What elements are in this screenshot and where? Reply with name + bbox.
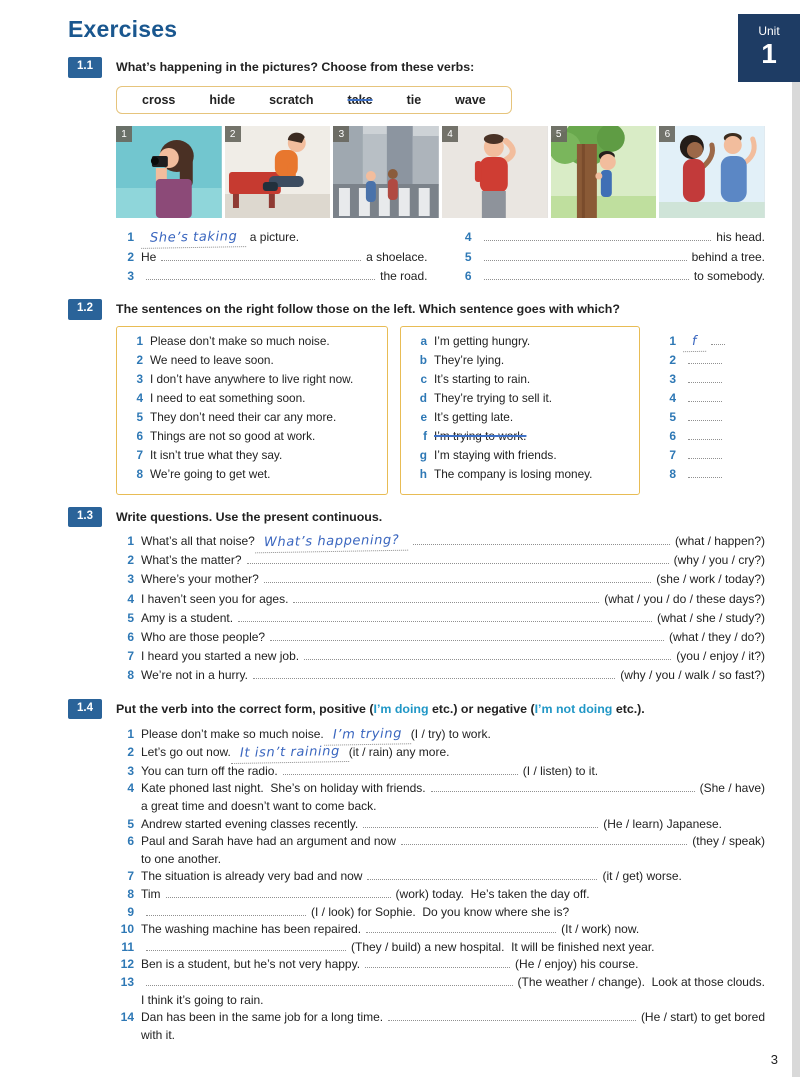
sentence-text: He bbox=[141, 249, 157, 264]
exercise-1-1 bbox=[68, 57, 765, 287]
matching-answers-column bbox=[658, 326, 750, 495]
sentence-text: Things are not so good at work. bbox=[150, 428, 316, 443]
item-number: 11 bbox=[121, 939, 134, 954]
sentence-text: Andrew started evening classes recently. bbox=[141, 816, 359, 831]
item-number: 3 bbox=[127, 572, 134, 587]
item-number: 8 bbox=[136, 466, 143, 481]
exercise-line bbox=[125, 429, 379, 448]
prompt-text: (it / get) worse. bbox=[602, 869, 682, 884]
exercise-line bbox=[125, 334, 379, 353]
sentence-text: Ben is a student, but he’s not very happy. bbox=[141, 957, 361, 972]
exercise-header bbox=[68, 57, 765, 78]
prompt-text: (I / listen) to it. bbox=[522, 763, 599, 778]
prompt-text: (work) today. He’s taken the day off. bbox=[395, 886, 590, 901]
prompt-text: (why / you / cry?) bbox=[673, 553, 765, 568]
answers-columns bbox=[116, 229, 765, 287]
struck-option-text: I’m trying to work. bbox=[434, 428, 527, 443]
item-number: 1 bbox=[669, 333, 676, 348]
answer-blank[interactable] bbox=[161, 260, 361, 261]
exercise-line bbox=[125, 353, 379, 372]
item-number: 3 bbox=[136, 371, 143, 386]
exercise-line bbox=[116, 667, 765, 686]
option-letter: c bbox=[420, 371, 427, 386]
exercise-line bbox=[116, 726, 765, 745]
exercise-header bbox=[68, 507, 765, 528]
exercise-line bbox=[125, 92, 503, 109]
sentence-text: What’s all that noise? bbox=[141, 534, 255, 549]
handwritten-answer[interactable]: f bbox=[683, 332, 707, 351]
prompt-text: (you / enjoy / it?) bbox=[676, 649, 765, 664]
handwritten-answer[interactable]: She’s taking bbox=[141, 229, 247, 249]
exercise-line bbox=[116, 939, 765, 957]
answer-blank[interactable] bbox=[146, 985, 513, 986]
picture-man-tying-shoelace bbox=[225, 126, 331, 218]
exercise-line bbox=[116, 744, 765, 763]
sentence-text: Dan has been in the same job for a long time. bbox=[141, 1010, 384, 1025]
item-number: 7 bbox=[669, 447, 676, 462]
verb-option: scratch bbox=[269, 92, 314, 107]
answer-blank[interactable] bbox=[431, 791, 695, 792]
option-letter: e bbox=[420, 409, 427, 424]
sentence-text: to one another. bbox=[141, 851, 222, 866]
answer-blank[interactable] bbox=[146, 950, 346, 951]
question-lines bbox=[116, 533, 765, 687]
answer-blank[interactable] bbox=[688, 401, 722, 402]
prompt-text: behind a tree. bbox=[691, 249, 765, 264]
exercise-number-badge: 1.1 bbox=[68, 57, 102, 78]
item-number: 3 bbox=[669, 371, 676, 386]
sentence-text: Let’s go out now. bbox=[141, 745, 231, 760]
exercise-number-badge: 1.2 bbox=[68, 299, 102, 320]
answer-blank[interactable] bbox=[146, 279, 375, 280]
exercise-1-2 bbox=[68, 299, 765, 495]
picture-number: 6 bbox=[659, 126, 675, 142]
answers-column-left bbox=[116, 229, 428, 287]
item-number: 4 bbox=[669, 390, 676, 405]
sentence-text: Please don’t make so much noise. bbox=[150, 333, 330, 348]
item-number: 5 bbox=[464, 249, 472, 264]
sentence-text: Amy is a student. bbox=[141, 610, 234, 625]
sentence-text: with it. bbox=[141, 1027, 176, 1042]
sentence-text: I’m getting hungry. bbox=[434, 333, 531, 348]
verb-option: cross bbox=[142, 92, 176, 107]
option-letter: b bbox=[419, 352, 427, 367]
exercise-line bbox=[116, 1027, 765, 1045]
exercise-line bbox=[116, 886, 765, 904]
exercise-line bbox=[116, 992, 765, 1010]
exercise-line bbox=[116, 974, 765, 992]
picture-people-waving bbox=[659, 126, 765, 218]
item-number: 6 bbox=[127, 629, 134, 644]
exercise-line bbox=[116, 591, 765, 610]
answer-blank[interactable] bbox=[363, 827, 598, 828]
item-number: 10 bbox=[120, 922, 134, 937]
fill-in-lines bbox=[116, 726, 765, 1045]
answer-blank[interactable] bbox=[166, 897, 391, 898]
answer-blank[interactable] bbox=[367, 879, 597, 880]
answer-blank[interactable] bbox=[413, 544, 670, 545]
item-number: 5 bbox=[136, 409, 143, 424]
answer-blank[interactable] bbox=[247, 563, 669, 564]
picture-number: 3 bbox=[333, 126, 349, 142]
sentence-text: I don’t have anywhere to live right now. bbox=[150, 371, 354, 386]
item-number: 13 bbox=[120, 974, 134, 989]
prompt-text: (why / you / walk / so fast?) bbox=[620, 668, 765, 683]
exercise-line bbox=[116, 904, 765, 922]
prompt-text: (It / work) now. bbox=[561, 922, 640, 937]
exercise-line bbox=[125, 467, 379, 486]
answer-blank[interactable] bbox=[401, 844, 687, 845]
item-number: 2 bbox=[136, 352, 143, 367]
option-letter: d bbox=[419, 390, 427, 405]
exercise-1-4 bbox=[68, 699, 765, 1045]
accent-text: I’m not doing bbox=[534, 701, 613, 716]
item-number: 8 bbox=[669, 466, 676, 481]
item-number: 3 bbox=[127, 763, 134, 778]
sentence-text: The washing machine has been repaired. bbox=[141, 922, 362, 937]
sentence-text: etc.). bbox=[612, 701, 645, 716]
exercise-line bbox=[658, 428, 750, 447]
prompt-text: (what / they / do?) bbox=[668, 629, 765, 644]
answer-blank[interactable] bbox=[688, 439, 722, 440]
item-number: 6 bbox=[136, 428, 143, 443]
prompt-text: (it / rain) any more. bbox=[348, 745, 450, 760]
exercise-line bbox=[116, 552, 765, 571]
exercise-line bbox=[116, 956, 765, 974]
sentence-text: They don’t need their car any more. bbox=[150, 409, 337, 424]
sentence-text: Put the verb into the correct form, positive ( bbox=[116, 701, 374, 716]
exercise-line bbox=[125, 410, 379, 429]
sentence-text: I’m staying with friends. bbox=[434, 447, 557, 462]
right-sentences-box bbox=[400, 326, 640, 495]
exercise-line bbox=[454, 249, 766, 268]
answer-blank[interactable] bbox=[688, 458, 722, 459]
sentence-text: a great time and doesn’t want to come back. bbox=[141, 799, 377, 813]
item-number: 4 bbox=[127, 781, 134, 796]
exercise-line bbox=[116, 798, 765, 816]
item-number: 6 bbox=[127, 834, 134, 849]
exercise-line bbox=[658, 409, 750, 428]
answer-blank[interactable] bbox=[238, 621, 652, 622]
picture-woman-taking-photo bbox=[116, 126, 222, 218]
item-number: 1 bbox=[127, 726, 134, 741]
picture-man-scratching-head bbox=[442, 126, 548, 218]
accent-text: I’m doing bbox=[373, 701, 429, 716]
answers-column-right bbox=[454, 229, 766, 287]
answer-blank[interactable] bbox=[688, 382, 722, 383]
answer-blank[interactable] bbox=[484, 260, 687, 261]
item-number: 4 bbox=[464, 230, 472, 245]
page-title: Exercises bbox=[68, 16, 178, 42]
sentence-text: We’re going to get wet. bbox=[150, 466, 271, 481]
page-edge-strip bbox=[792, 82, 800, 1077]
answer-blank[interactable] bbox=[688, 477, 722, 478]
exercise-1-3 bbox=[68, 507, 765, 687]
sentence-text: You can turn off the radio. bbox=[141, 763, 278, 778]
exercise-line bbox=[409, 467, 631, 486]
exercise-line bbox=[116, 780, 765, 798]
answer-blank[interactable] bbox=[365, 967, 510, 968]
prompt-text: (He / learn) Japanese. bbox=[603, 816, 722, 831]
exercise-line bbox=[125, 448, 379, 467]
exercise-line bbox=[409, 429, 631, 448]
prompt-text: (they / speak) bbox=[692, 834, 765, 849]
sentence-text: Please don’t make so much noise. bbox=[141, 726, 324, 741]
picture-number: 4 bbox=[442, 126, 458, 142]
prompt-text: (The weather / change). Look at those clouds. bbox=[517, 974, 765, 989]
picture-person-hiding-behind-tree bbox=[551, 126, 657, 218]
answer-blank[interactable] bbox=[293, 602, 599, 603]
sentence-text: I think it’s going to rain. bbox=[141, 992, 264, 1007]
unit-badge bbox=[738, 14, 800, 82]
sentence-text: Who are those people? bbox=[141, 629, 266, 644]
prompt-text: (what / you / do / these days?) bbox=[604, 591, 765, 606]
sentence-text: I heard you started a new job. bbox=[141, 649, 300, 664]
exercise-line bbox=[658, 466, 750, 485]
item-number: 5 bbox=[127, 610, 134, 625]
answer-blank[interactable] bbox=[253, 678, 615, 679]
exercise-title: Write questions. Use the present continuous. bbox=[116, 509, 383, 524]
exercise-line bbox=[116, 268, 428, 287]
exercise-line bbox=[454, 229, 766, 248]
answer-blank[interactable] bbox=[388, 1020, 636, 1021]
exercise-line bbox=[125, 372, 379, 391]
item-number: 8 bbox=[127, 886, 134, 901]
exercise-line bbox=[658, 390, 750, 409]
answer-blank[interactable] bbox=[688, 420, 722, 421]
exercise-line bbox=[658, 447, 750, 466]
item-number: 7 bbox=[127, 649, 134, 664]
verb-option: tie bbox=[406, 92, 422, 107]
sentence-text: etc.) or negative ( bbox=[428, 701, 535, 716]
answer-blank[interactable] bbox=[270, 640, 664, 641]
item-number: 3 bbox=[127, 268, 134, 283]
exercise-title bbox=[116, 699, 645, 720]
matching-exercise bbox=[116, 326, 765, 495]
verb-option: wave bbox=[455, 92, 486, 107]
answer-blank[interactable] bbox=[283, 774, 518, 775]
exercise-line bbox=[658, 352, 750, 371]
picture-strip bbox=[116, 126, 765, 218]
prompt-text: his head. bbox=[716, 230, 765, 245]
exercise-title: The sentences on the right follow those on the left. Which sentence goes with which? bbox=[116, 302, 620, 316]
answer-blank[interactable] bbox=[146, 915, 306, 916]
exercise-line bbox=[116, 816, 765, 834]
prompt-text: the road. bbox=[380, 268, 428, 283]
item-number: 14 bbox=[120, 1010, 134, 1025]
answer-blank[interactable] bbox=[484, 279, 689, 280]
sentence-text: Kate phoned last night. She’s on holiday with friends. bbox=[141, 781, 426, 796]
item-number: 2 bbox=[127, 249, 134, 264]
exercise-line bbox=[409, 353, 631, 372]
unit-label: Unit bbox=[758, 24, 780, 38]
option-letter: f bbox=[423, 428, 427, 443]
answer-blank[interactable] bbox=[264, 582, 651, 583]
prompt-text: (what / she / study?) bbox=[656, 610, 765, 625]
exercise-header bbox=[68, 699, 765, 720]
prompt-text: a shoelace. bbox=[366, 249, 428, 264]
item-number: 7 bbox=[127, 869, 134, 884]
picture-number: 5 bbox=[551, 126, 567, 142]
answer-blank[interactable] bbox=[688, 363, 722, 364]
sentence-text: We need to leave soon. bbox=[150, 352, 274, 367]
sentence-text: Paul and Sarah have had an argument and now bbox=[141, 834, 396, 849]
item-number: 5 bbox=[669, 409, 676, 424]
prompt-text: to somebody. bbox=[693, 268, 765, 283]
exercise-number-badge: 1.4 bbox=[68, 699, 102, 720]
exercise-line bbox=[658, 371, 750, 390]
exercise-line bbox=[116, 571, 765, 590]
exercise-line bbox=[116, 833, 765, 851]
option-letter: h bbox=[419, 466, 427, 481]
exercise-line bbox=[125, 391, 379, 410]
exercise-line bbox=[116, 229, 428, 248]
exercise-line bbox=[116, 921, 765, 939]
handwritten-answer[interactable]: I’m trying bbox=[324, 725, 411, 745]
prompt-text: (They / build) a new hospital. It will be finished next year. bbox=[351, 939, 655, 954]
exercise-line bbox=[116, 851, 765, 869]
answer-blank[interactable] bbox=[366, 932, 556, 933]
item-number: 2 bbox=[669, 352, 676, 367]
sentence-text: It’s starting to rain. bbox=[434, 371, 531, 386]
sentence-text: They’re trying to sell it. bbox=[434, 390, 553, 405]
exercise-line bbox=[116, 868, 765, 886]
sentence-text: a picture. bbox=[246, 230, 300, 245]
answer-blank[interactable] bbox=[484, 240, 712, 241]
prompt-text: (I / look) for Sophie. Do you know where she is? bbox=[311, 904, 570, 919]
prompt-text: (what / happen?) bbox=[674, 534, 765, 549]
exercise-title: What’s happening in the pictures? Choose from these verbs: bbox=[116, 60, 475, 75]
item-number: 1 bbox=[136, 333, 143, 348]
sentence-text: Tim bbox=[141, 886, 161, 901]
picture-number: 2 bbox=[225, 126, 241, 142]
sentence-text: I need to eat something soon. bbox=[150, 390, 306, 405]
item-number: 12 bbox=[120, 957, 134, 972]
verb-option: hide bbox=[209, 92, 236, 107]
sentence-text: What’s the matter? bbox=[141, 553, 242, 568]
exercise-line bbox=[116, 763, 765, 781]
exercise-line bbox=[409, 334, 631, 353]
option-letter: g bbox=[419, 447, 427, 462]
handwritten-answer[interactable]: It isn’t raining bbox=[231, 743, 349, 764]
sentence-text: The company is losing money. bbox=[434, 466, 593, 481]
sentence-text: They’re lying. bbox=[434, 352, 505, 367]
item-number: 9 bbox=[127, 904, 134, 919]
item-number: 5 bbox=[127, 816, 134, 831]
item-number: 8 bbox=[127, 668, 134, 683]
sentence-text: It isn’t true what they say. bbox=[150, 447, 283, 462]
sentence-text: I haven’t seen you for ages. bbox=[141, 591, 289, 606]
prompt-text: (she / work / today?) bbox=[656, 572, 765, 587]
prompt-text: (She / have) bbox=[699, 781, 765, 796]
prompt-text: (I / try) to work. bbox=[410, 726, 491, 741]
picture-people-crossing-road bbox=[333, 126, 439, 218]
handwritten-answer[interactable]: What’s happening? bbox=[255, 532, 409, 553]
exercise-line bbox=[116, 629, 765, 648]
exercise-line bbox=[409, 372, 631, 391]
exercise-line bbox=[409, 410, 631, 429]
option-letter: a bbox=[420, 333, 427, 348]
item-number: 2 bbox=[127, 745, 134, 760]
answer-blank[interactable] bbox=[304, 659, 671, 660]
exercise-line bbox=[116, 249, 428, 268]
sentence-text: We’re not in a hurry. bbox=[141, 668, 248, 683]
item-number: 1 bbox=[127, 534, 134, 549]
item-number: 2 bbox=[127, 553, 134, 568]
item-number: 4 bbox=[127, 591, 134, 606]
exercise-line bbox=[116, 610, 765, 629]
verb-option-struck: take bbox=[347, 92, 373, 107]
item-number: 7 bbox=[136, 447, 143, 462]
exercise-line bbox=[409, 448, 631, 467]
exercise-number-badge: 1.3 bbox=[68, 507, 102, 528]
item-number: 4 bbox=[136, 390, 143, 405]
item-number: 1 bbox=[127, 230, 134, 245]
prompt-text: (He / enjoy) his course. bbox=[515, 957, 639, 972]
exercise-line bbox=[116, 648, 765, 667]
left-sentences-box bbox=[116, 326, 388, 495]
exercise-line bbox=[658, 333, 750, 352]
sentence-text: The situation is already very bad and now bbox=[141, 869, 363, 884]
item-number: 6 bbox=[464, 268, 472, 283]
exercise-header bbox=[68, 299, 765, 320]
picture-number: 1 bbox=[116, 126, 132, 142]
exercise-line bbox=[454, 268, 766, 287]
page-number: 3 bbox=[770, 1052, 778, 1068]
answer-blank[interactable] bbox=[711, 344, 725, 345]
exercise-line bbox=[116, 1009, 765, 1027]
sentence-text: It’s getting late. bbox=[434, 409, 514, 424]
prompt-text: (He / start) to get bored bbox=[640, 1010, 765, 1025]
item-number: 6 bbox=[669, 428, 676, 443]
exercise-line bbox=[116, 701, 645, 720]
exercise-line bbox=[116, 533, 765, 552]
exercise-line bbox=[409, 391, 631, 410]
sentence-text: Where’s your mother? bbox=[141, 572, 259, 587]
unit-number: 1 bbox=[761, 38, 777, 70]
verb-choices-box bbox=[116, 86, 512, 115]
